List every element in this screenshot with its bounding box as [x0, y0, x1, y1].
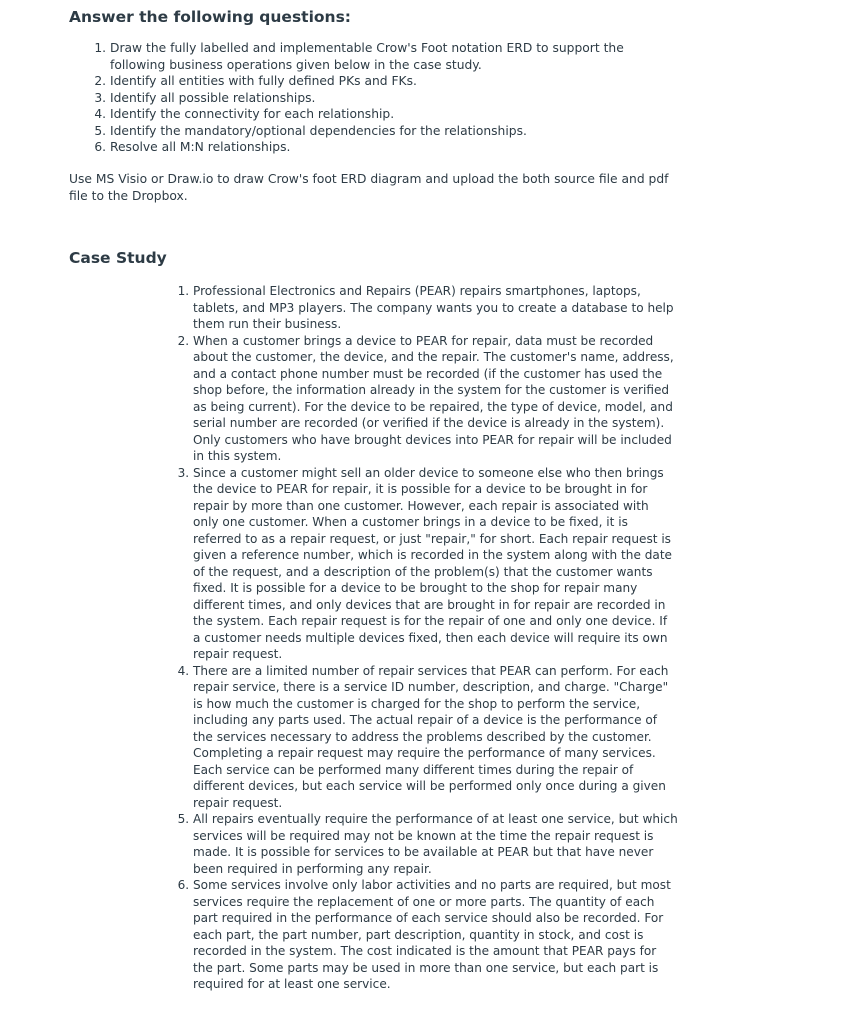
question-item: 6. Resolve all M:N relationships. [110, 139, 670, 156]
case-study-list [175, 283, 678, 993]
questions-list [92, 40, 670, 156]
instruction-text: Use MS Visio or Draw.io to draw Crow's foot ERD diagram and upload the both source file and pdf file to the Dropbox. [69, 172, 669, 203]
case-item: 3. Since a customer might sell an older device to someone else who then brings the device to PEAR for repair, it is possible for a device to be brought in for repair by more than one customer. However, each repair is associated with only one customer. When a customer brings in a device to be fixed, it is referred to as a repair request, or just "repair," for short. Each repair request is given a reference number, which is recorded in the system along with the date of the request, and a description of the problem(s) that the customer wants fixed. It is possible for a device to be brought to the shop for repair many different times, and only devices that are brought in for repair are recorded in the system. Each repair request is for the repair of one and only one device. If a customer needs multiple devices fixed, then each device will require its own repair request. [193, 465, 678, 663]
case-study-heading: Case Study [69, 249, 167, 267]
question-item: 2. Identify all entities with fully defined PKs and FKs. [110, 73, 670, 90]
answer-heading: Answer the following questions: [69, 8, 352, 26]
question-item: 3. Identify all possible relationships. [110, 90, 670, 107]
case-item: 4. There are a limited number of repair services that PEAR can perform. For each repair service, there is a service ID number, description, and charge. "Charge" is how much the customer is charged for the shop to perform the service, including any parts used. The actual repair of a device is the performance of the services necessary to address the problems described by the customer. Completing a repair request may require the performance of many services. Each service can be performed many different times during the repair of different devices, but each service will be performed only once during a given repair request. [193, 663, 678, 812]
case-item: 2. When a customer brings a device to PEAR for repair, data must be recorded about the customer, the device, and the repair. The customer's name, address, and a contact phone number must be recorded (if the customer has used the shop before, the information already in the system for the customer is verified as being current). For the device to be repaired, the type of device, model, and serial number are recorded (or verified if the device is already in the system). Only customers who have brought devices into PEAR for repair will be included in this system. [193, 333, 678, 465]
case-item: 1. Professional Electronics and Repairs (PEAR) repairs smartphones, laptops, tablets, and MP3 players. The company wants you to create a database to help them run their business. [193, 283, 678, 333]
case-item: 5. All repairs eventually require the performance of at least one service, but which services will be required may not be known at the time the repair request is made. It is possible for services to be available at PEAR but that have never been required in performing any repair. [193, 811, 678, 877]
question-item: 4. Identify the connectivity for each relationship. [110, 106, 670, 123]
question-item: 1. Draw the fully labelled and implementable Crow's Foot notation ERD to support the following business operations given below in the case study. [110, 40, 670, 73]
case-item: 6. Some services involve only labor activities and no parts are required, but most services require the replacement of one or more parts. The quantity of each part required in the performance of each service should also be recorded. For each part, the part number, part description, quantity in stock, and cost is recorded in the system. The cost indicated is the amount that PEAR pays for the part. Some parts may be used in more than one service, but each part is required for at least one service. [193, 877, 678, 993]
question-item: 5. Identify the mandatory/optional dependencies for the relationships. [110, 123, 670, 140]
